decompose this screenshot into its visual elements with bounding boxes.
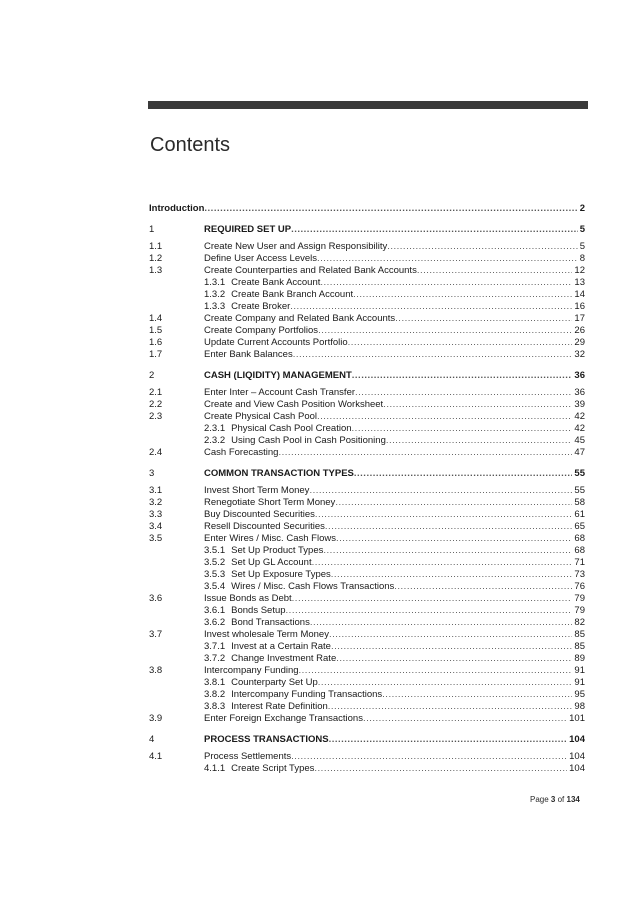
toc-leader-dots — [204, 203, 577, 215]
toc-spacer — [149, 725, 585, 733]
toc-section-number: 3.4 — [149, 521, 163, 532]
toc-chapter-title: PROCESS TRANSACTIONS — [204, 734, 329, 745]
toc-entry-text: Using Cash Pool in Cash Positioning — [231, 435, 386, 446]
toc-entry-text: Invest Short Term Money — [204, 485, 310, 496]
toc-leader-dots — [309, 485, 572, 497]
toc-subsection-number: 4.1.1 — [204, 763, 226, 774]
toc-section-entry[interactable] — [149, 447, 585, 459]
toc-leader-dots — [310, 617, 573, 629]
toc-section-entry[interactable] — [149, 533, 585, 545]
toc-leader-dots — [355, 387, 572, 399]
toc-page-number: 79 — [574, 605, 585, 616]
toc-page-number: 98 — [574, 701, 585, 712]
toc-page-number: 79 — [574, 593, 585, 604]
toc-page-number: 32 — [574, 349, 585, 360]
toc-section-number: 1.3 — [149, 265, 163, 276]
toc-leader-dots — [382, 689, 572, 701]
toc-page-number: 5 — [579, 224, 585, 235]
toc-page-number: 89 — [574, 653, 585, 664]
toc-page-number: 39 — [574, 399, 585, 410]
toc-chapter-heading[interactable] — [149, 733, 585, 747]
toc-entry-text: Set Up Exposure Types — [231, 569, 331, 580]
toc-section-number: 1.4 — [149, 313, 163, 324]
toc-section-entry[interactable] — [149, 629, 585, 641]
toc-leader-dots — [353, 289, 572, 301]
toc-section-entry[interactable] — [149, 337, 585, 349]
toc-section-number: 3.5 — [149, 533, 163, 544]
footer-total-pages: 134 — [566, 795, 580, 804]
toc-leader-dots — [315, 509, 573, 521]
toc-page-number: 85 — [574, 641, 585, 652]
toc-subsection-entry[interactable] — [149, 557, 585, 569]
toc-entry-text: Intercompany Funding Transactions — [231, 689, 383, 700]
toc-entry-text: Introduction — [149, 203, 205, 214]
toc-entry-text: Enter Wires / Misc. Cash Flows — [204, 533, 336, 544]
toc-section-number: 2.3 — [149, 411, 163, 422]
toc-spacer — [149, 459, 585, 467]
toc-leader-dots — [291, 751, 567, 763]
toc-section-entry[interactable] — [149, 399, 585, 411]
toc-subsection-number: 3.5.2 — [204, 557, 226, 568]
toc-subsection-entry[interactable] — [149, 277, 585, 289]
toc-page-number: 95 — [574, 689, 585, 700]
header-rule — [148, 101, 588, 109]
toc-subsection-number: 1.3.1 — [204, 277, 226, 288]
toc-entry-text: Intercompany Funding — [204, 665, 299, 676]
toc-entry-introduction[interactable] — [149, 203, 585, 215]
toc-subsection-entry[interactable] — [149, 435, 585, 447]
toc-page-number: 36 — [574, 387, 585, 398]
toc-chapter-number: 3 — [149, 468, 155, 479]
toc-entry-text: Enter Inter – Account Cash Transfer — [204, 387, 356, 398]
page-footer — [530, 795, 580, 804]
toc-subsection-number: 3.5.1 — [204, 545, 226, 556]
toc-leader-dots — [312, 557, 573, 569]
toc-chapter-title: CASH (LIQIDITY) MANAGEMENT — [204, 370, 352, 381]
toc-page-number: 8 — [579, 253, 585, 264]
toc-leader-dots — [278, 447, 572, 459]
toc-subsection-number: 2.3.2 — [204, 435, 226, 446]
toc-leader-dots — [314, 763, 567, 775]
toc-chapter-number: 4 — [149, 734, 155, 745]
toc-page-number: 68 — [574, 533, 585, 544]
toc-chapter-title: COMMON TRANSACTION TYPES — [204, 468, 354, 479]
toc-section-number: 3.9 — [149, 713, 163, 724]
toc-chapter-heading[interactable] — [149, 223, 585, 237]
toc-section-entry[interactable] — [149, 521, 585, 533]
toc-section-number: 3.6 — [149, 593, 163, 604]
toc-entry-text: Create Physical Cash Pool — [204, 411, 317, 422]
toc-subsection-entry[interactable] — [149, 605, 585, 617]
toc-section-entry[interactable] — [149, 751, 585, 763]
toc-leader-dots — [348, 337, 573, 349]
toc-entry-text: Set Up GL Account — [231, 557, 312, 568]
toc-entry-text: Create Bank Branch Account — [231, 289, 354, 300]
toc-leader-dots — [291, 223, 578, 237]
toc-leader-dots — [317, 411, 572, 423]
toc-leader-dots — [336, 653, 572, 665]
toc-entry-text: Set Up Product Types — [231, 545, 324, 556]
toc-leader-dots — [320, 277, 572, 289]
toc-section-number: 1.7 — [149, 349, 163, 360]
toc-page-number: 65 — [574, 521, 585, 532]
toc-leader-dots — [286, 605, 573, 617]
toc-entry-text: Create New User and Assign Responsibility — [204, 241, 388, 252]
toc-leader-dots — [290, 301, 572, 313]
toc-subsection-entry[interactable] — [149, 763, 585, 775]
toc-entry-text: Create Counterparties and Related Bank Accounts — [204, 265, 417, 276]
toc-page-number: 36 — [574, 370, 585, 381]
toc-subsection-number: 3.7.1 — [204, 641, 226, 652]
toc-page-number: 17 — [574, 313, 585, 324]
toc-section-entry[interactable] — [149, 665, 585, 677]
toc-page-number: 5 — [579, 241, 585, 252]
toc-chapter-title: REQUIRED SET UP — [204, 224, 292, 235]
toc-section-number: 3.2 — [149, 497, 163, 508]
toc-section-entry[interactable] — [149, 253, 585, 265]
toc-entry-text: Interest Rate Definition — [231, 701, 328, 712]
toc-section-number: 3.3 — [149, 509, 163, 520]
toc-entry-text: Issue Bonds as Debt — [204, 593, 292, 604]
toc-subsection-entry[interactable] — [149, 641, 585, 653]
table-of-contents — [149, 203, 585, 775]
toc-entry-text: Resell Discounted Securities — [204, 521, 325, 532]
toc-entry-text: Process Settlements — [204, 751, 292, 762]
toc-subsection-entry[interactable] — [149, 653, 585, 665]
toc-leader-dots — [317, 253, 578, 265]
toc-section-number: 1.1 — [149, 241, 163, 252]
toc-leader-dots — [318, 677, 573, 689]
toc-spacer — [149, 361, 585, 369]
toc-section-number: 1.5 — [149, 325, 163, 336]
toc-page-number: 82 — [574, 617, 585, 628]
toc-leader-dots — [293, 349, 573, 361]
toc-leader-dots — [383, 399, 572, 411]
toc-section-number: 3.8 — [149, 665, 163, 676]
toc-chapter-number: 1 — [149, 224, 155, 235]
toc-section-entry[interactable] — [149, 485, 585, 497]
toc-subsection-number: 1.3.2 — [204, 289, 226, 300]
toc-entry-text: Create Broker — [231, 301, 291, 312]
toc-entry-text: Update Current Accounts Portfolio — [204, 337, 348, 348]
toc-subsection-entry[interactable] — [149, 423, 585, 435]
toc-leader-dots — [328, 701, 573, 713]
footer-current-page: 3 — [550, 795, 556, 804]
toc-section-entry[interactable] — [149, 411, 585, 423]
toc-page-number: 12 — [574, 265, 585, 276]
footer-of-label: of — [557, 795, 565, 804]
toc-section-entry[interactable] — [149, 387, 585, 399]
toc-section-entry[interactable] — [149, 325, 585, 337]
toc-subsection-number: 2.3.1 — [204, 423, 226, 434]
toc-leader-dots — [354, 467, 573, 481]
toc-entry-text: Invest wholesale Term Money — [204, 629, 329, 640]
toc-page-number: 71 — [574, 557, 585, 568]
toc-page-number: 91 — [574, 677, 585, 688]
toc-subsection-number: 3.8.1 — [204, 677, 226, 688]
toc-leader-dots — [335, 497, 572, 509]
toc-page-number: 42 — [574, 423, 585, 434]
toc-section-entry[interactable] — [149, 509, 585, 521]
toc-subsection-entry[interactable] — [149, 289, 585, 301]
toc-entry-text: Create Bank Account — [231, 277, 321, 288]
toc-section-number: 3.1 — [149, 485, 163, 496]
toc-page-number: 73 — [574, 569, 585, 580]
toc-entry-text: Enter Bank Balances — [204, 349, 293, 360]
toc-chapters — [149, 215, 585, 775]
toc-subsection-number: 3.7.2 — [204, 653, 226, 664]
toc-leader-dots — [323, 545, 572, 557]
toc-leader-dots — [417, 265, 573, 277]
toc-leader-dots — [395, 313, 572, 325]
toc-subsection-entry[interactable] — [149, 581, 585, 593]
toc-section-number: 1.2 — [149, 253, 163, 264]
toc-entry-text: Change Investment Rate — [231, 653, 337, 664]
toc-chapter-heading[interactable] — [149, 369, 585, 383]
toc-entry-text: Create Company Portfolios — [204, 325, 319, 336]
toc-page-number: 91 — [574, 665, 585, 676]
toc-entry-text: Physical Cash Pool Creation — [231, 423, 352, 434]
toc-page-number: 104 — [569, 751, 585, 762]
toc-page-number: 14 — [574, 289, 585, 300]
toc-section-number: 2.1 — [149, 387, 163, 398]
toc-section-number: 4.1 — [149, 751, 163, 762]
toc-page-number: 104 — [569, 763, 585, 774]
toc-subsection-number: 3.6.1 — [204, 605, 226, 616]
toc-leader-dots — [394, 581, 572, 593]
toc-section-entry[interactable] — [149, 349, 585, 361]
toc-leader-dots — [331, 641, 572, 653]
toc-leader-dots — [292, 593, 573, 605]
toc-section-entry[interactable] — [149, 241, 585, 253]
toc-entry-text: Create and View Cash Position Worksheet — [204, 399, 384, 410]
toc-entry-text: Invest at a Certain Rate — [231, 641, 331, 652]
toc-subsection-entry[interactable] — [149, 545, 585, 557]
toc-page-number: 26 — [574, 325, 585, 336]
toc-subsection-entry[interactable] — [149, 301, 585, 313]
toc-page-number: 104 — [569, 734, 585, 745]
toc-entry-text: Renegotiate Short Term Money — [204, 497, 336, 508]
toc-chapter-heading[interactable] — [149, 467, 585, 481]
toc-section-number: 2.2 — [149, 399, 163, 410]
toc-page-number: 47 — [574, 447, 585, 458]
toc-leader-dots — [318, 325, 572, 337]
toc-leader-dots — [352, 423, 573, 435]
toc-section-entry[interactable] — [149, 265, 585, 277]
toc-page-number: 13 — [574, 277, 585, 288]
toc-spacer — [149, 215, 585, 223]
toc-leader-dots — [386, 435, 573, 447]
toc-section-number: 3.7 — [149, 629, 163, 640]
toc-entry-text: Create Company and Related Bank Accounts — [204, 313, 396, 324]
toc-section-entry[interactable] — [149, 713, 585, 725]
toc-entry-text: Enter Foreign Exchange Transactions — [204, 713, 363, 724]
toc-entry-text: Wires / Misc. Cash Flows Transactions — [231, 581, 395, 592]
toc-page-number: 76 — [574, 581, 585, 592]
toc-subsection-number: 1.3.3 — [204, 301, 226, 312]
toc-entry-text: Counterparty Set Up — [231, 677, 318, 688]
toc-page-number: 2 — [579, 203, 585, 214]
toc-section-number: 1.6 — [149, 337, 163, 348]
toc-page-number: 85 — [574, 629, 585, 640]
toc-entry-text: Bonds Setup — [231, 605, 286, 616]
toc-page-number: 42 — [574, 411, 585, 422]
footer-page-label: Page — [530, 795, 549, 804]
toc-subsection-entry[interactable] — [149, 569, 585, 581]
toc-page-number: 55 — [574, 485, 585, 496]
toc-leader-dots — [352, 369, 573, 383]
toc-leader-dots — [331, 569, 573, 581]
toc-page-number: 45 — [574, 435, 585, 446]
toc-section-number: 2.4 — [149, 447, 163, 458]
toc-entry-text: Bond Transactions — [231, 617, 310, 628]
toc-page-number: 58 — [574, 497, 585, 508]
toc-section-entry[interactable] — [149, 593, 585, 605]
toc-chapter-number: 2 — [149, 370, 155, 381]
toc-section-entry[interactable] — [149, 497, 585, 509]
toc-page-number: 61 — [574, 509, 585, 520]
toc-entry-text: Buy Discounted Securities — [204, 509, 315, 520]
toc-leader-dots — [325, 521, 573, 533]
toc-page-number: 16 — [574, 301, 585, 312]
toc-subsection-number: 3.8.3 — [204, 701, 226, 712]
toc-subsection-entry[interactable] — [149, 617, 585, 629]
toc-leader-dots — [363, 713, 567, 725]
toc-leader-dots — [329, 733, 568, 747]
toc-subsection-entry[interactable] — [149, 677, 585, 689]
toc-subsection-number: 3.5.4 — [204, 581, 226, 592]
toc-subsection-entry[interactable] — [149, 701, 585, 713]
toc-leader-dots — [387, 241, 577, 253]
toc-subsection-number: 3.6.2 — [204, 617, 226, 628]
toc-page-number: 29 — [574, 337, 585, 348]
toc-subsection-number: 3.5.3 — [204, 569, 226, 580]
toc-subsection-entry[interactable] — [149, 689, 585, 701]
toc-entry-text: Create Script Types — [231, 763, 315, 774]
toc-leader-dots — [299, 665, 573, 677]
toc-page-number: 55 — [574, 468, 585, 479]
toc-section-entry[interactable] — [149, 313, 585, 325]
toc-subsection-number: 3.8.2 — [204, 689, 226, 700]
toc-entry-text: Cash Forecasting — [204, 447, 279, 458]
toc-leader-dots — [329, 629, 572, 641]
toc-entry-text: Define User Access Levels — [204, 253, 317, 264]
page-title: Contents — [150, 134, 231, 156]
toc-page-number: 101 — [569, 713, 585, 724]
toc-leader-dots — [336, 533, 572, 545]
toc-page-number: 68 — [574, 545, 585, 556]
